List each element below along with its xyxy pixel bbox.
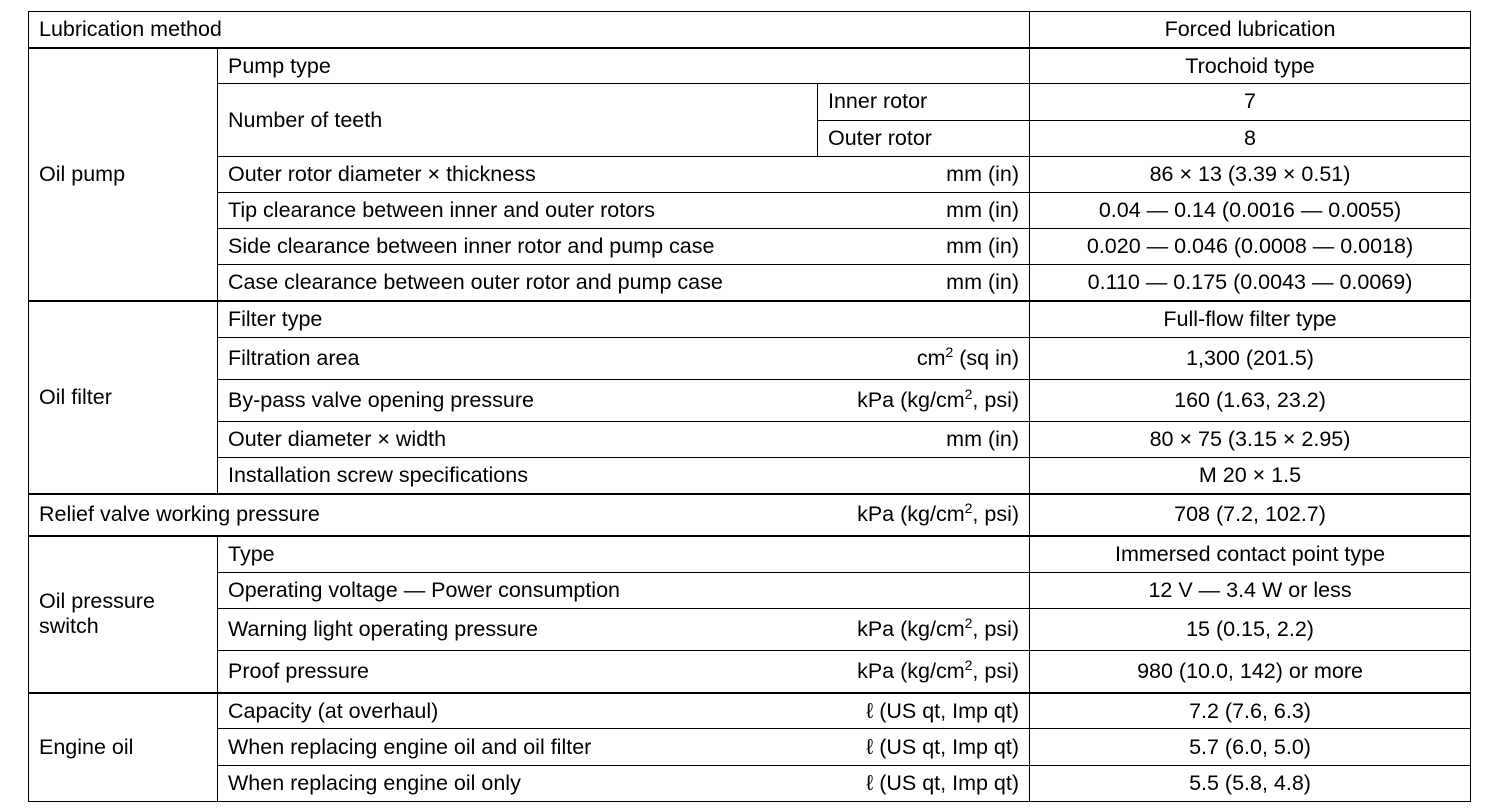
case-clearance-cell	[218, 265, 1030, 301]
filtration-area-cell	[218, 337, 1030, 379]
replace-oil-only-cell	[218, 765, 1030, 801]
replace-oil-and-filter-label: When replacing engine oil and oil filter	[228, 734, 592, 759]
outer-rotor-dimensions-value: 86 × 13 (3.39 × 0.51)	[1030, 156, 1471, 192]
outer-rotor-dimensions-label: Outer rotor diameter × thickness	[228, 161, 536, 186]
unit-text: kPa (kg/cm	[857, 658, 965, 683]
case-clearance-value: 0.110 — 0.175 (0.0043 — 0.0069)	[1030, 265, 1471, 301]
proof-pressure-unit	[857, 656, 1020, 684]
relief-valve-unit	[857, 502, 1019, 527]
relief-valve-value: 708 (7.2, 102.7)	[1030, 494, 1471, 536]
category-line: switch	[39, 614, 99, 639]
unit-text: kPa (kg/cm	[857, 502, 965, 527]
replace-oil-only-label: When replacing engine oil only	[228, 770, 521, 795]
warning-light-label: Warning light operating pressure	[228, 616, 538, 641]
row-filter-type	[29, 301, 1471, 337]
filter-type-value: Full-flow filter type	[1030, 301, 1471, 337]
filtration-area-value: 1,300 (201.5)	[1030, 337, 1471, 379]
oil-capacity-label: Capacity (at overhaul)	[228, 698, 439, 723]
oil-capacity-cell	[218, 693, 1030, 729]
side-clearance-value: 0.020 — 0.046 (0.0008 — 0.0018)	[1030, 229, 1471, 265]
unit-text: (sq in)	[953, 345, 1020, 370]
warning-light-cell	[218, 608, 1030, 650]
relief-valve-label: Relief valve working pressure	[39, 502, 320, 527]
unit-superscript: 2	[964, 500, 973, 517]
row-case-clearance	[29, 265, 1471, 301]
row-installation-screw	[29, 458, 1471, 494]
tip-clearance-value: 0.04 — 0.14 (0.0016 — 0.0055)	[1030, 192, 1471, 228]
category-line: Oil pressure	[39, 589, 155, 614]
unit-text: , psi)	[972, 658, 1020, 683]
tip-clearance-label: Tip clearance between inner and outer rotors	[228, 197, 656, 222]
unit-superscript: 2	[964, 614, 973, 631]
filter-outer-diameter-cell	[218, 421, 1030, 457]
number-of-teeth-label: Number of teeth	[218, 84, 818, 156]
engine-oil-category: Engine oil	[29, 693, 218, 802]
filtration-area-label: Filtration area	[228, 345, 360, 370]
filter-outer-diameter-unit: mm (in)	[946, 427, 1020, 452]
bypass-valve-unit	[857, 385, 1020, 413]
oil-pump-category: Oil pump	[29, 48, 218, 301]
bypass-valve-cell	[218, 379, 1030, 421]
unit-text: kPa (kg/cm	[857, 387, 965, 412]
operating-voltage-label: Operating voltage — Power consumption	[218, 572, 1030, 608]
oil-capacity-unit: ℓ (US qt, Imp qt)	[866, 698, 1020, 723]
unit-text: kPa (kg/cm	[857, 616, 965, 641]
switch-type-label: Type	[218, 536, 1030, 572]
unit-text: , psi)	[972, 387, 1020, 412]
row-lubrication-method	[29, 12, 1471, 48]
unit-superscript: 2	[945, 343, 954, 360]
pump-type-value: Trochoid type	[1030, 48, 1471, 84]
replace-oil-and-filter-cell	[218, 729, 1030, 765]
unit-superscript: 2	[964, 656, 973, 673]
row-bypass-valve	[29, 379, 1471, 421]
bypass-valve-label: By-pass valve opening pressure	[228, 387, 534, 412]
row-relief-valve	[29, 494, 1471, 536]
outer-rotor-label: Outer rotor	[818, 120, 1030, 156]
unit-text: , psi)	[972, 502, 1020, 527]
unit-text: , psi)	[972, 616, 1020, 641]
operating-voltage-value: 12 V — 3.4 W or less	[1030, 572, 1471, 608]
row-side-clearance	[29, 229, 1471, 265]
oil-capacity-value: 7.2 (7.6, 6.3)	[1030, 693, 1471, 729]
tip-clearance-cell	[218, 192, 1030, 228]
filter-type-label: Filter type	[218, 301, 1030, 337]
switch-type-value: Immersed contact point type	[1030, 536, 1471, 572]
replace-oil-only-value: 5.5 (5.8, 4.8)	[1030, 765, 1471, 801]
unit-superscript: 2	[964, 385, 973, 402]
oil-filter-category: Oil filter	[29, 301, 218, 494]
outer-rotor-dimensions-unit: mm (in)	[946, 161, 1020, 186]
filter-outer-diameter-label: Outer diameter × width	[228, 427, 447, 452]
tip-clearance-unit: mm (in)	[946, 197, 1020, 222]
warning-light-unit	[857, 614, 1020, 642]
proof-pressure-cell	[218, 651, 1030, 693]
row-oil-capacity	[29, 693, 1471, 729]
row-outer-rotor-dimensions	[29, 156, 1471, 192]
warning-light-value: 15 (0.15, 2.2)	[1030, 608, 1471, 650]
replace-oil-and-filter-value: 5.7 (6.0, 5.0)	[1030, 729, 1471, 765]
replace-oil-only-unit: ℓ (US qt, Imp qt)	[866, 770, 1020, 795]
relief-valve-cell	[29, 494, 1030, 536]
unit-text: cm	[916, 345, 946, 370]
installation-screw-value: M 20 × 1.5	[1030, 458, 1471, 494]
lubrication-spec-table	[28, 11, 1471, 802]
oil-pressure-switch-category	[29, 536, 218, 693]
row-replace-oil-and-filter	[29, 729, 1471, 765]
row-filter-outer-diameter	[29, 421, 1471, 457]
outer-rotor-value: 8	[1030, 120, 1471, 156]
filtration-area-unit	[916, 343, 1020, 371]
lubrication-method-value: Forced lubrication	[1030, 12, 1471, 48]
case-clearance-unit: mm (in)	[946, 270, 1020, 295]
row-teeth-inner	[29, 84, 1471, 120]
row-pump-type	[29, 48, 1471, 84]
bypass-valve-value: 160 (1.63, 23.2)	[1030, 379, 1471, 421]
row-tip-clearance	[29, 192, 1471, 228]
side-clearance-unit: mm (in)	[946, 234, 1020, 259]
row-filtration-area	[29, 337, 1471, 379]
proof-pressure-value: 980 (10.0, 142) or more	[1030, 651, 1471, 693]
row-proof-pressure	[29, 651, 1471, 693]
row-replace-oil-only	[29, 765, 1471, 801]
proof-pressure-label: Proof pressure	[228, 658, 370, 683]
row-switch-type	[29, 536, 1471, 572]
filter-outer-diameter-value: 80 × 75 (3.15 × 2.95)	[1030, 421, 1471, 457]
outer-rotor-dimensions-cell	[218, 156, 1030, 192]
row-warning-light	[29, 608, 1471, 650]
row-operating-voltage	[29, 572, 1471, 608]
replace-oil-and-filter-unit: ℓ (US qt, Imp qt)	[866, 734, 1020, 759]
lubrication-method-label: Lubrication method	[29, 12, 1030, 48]
inner-rotor-label: Inner rotor	[818, 84, 1030, 120]
pump-type-label: Pump type	[218, 48, 1030, 84]
side-clearance-label: Side clearance between inner rotor and pump case	[228, 234, 715, 259]
inner-rotor-value: 7	[1030, 84, 1471, 120]
case-clearance-label: Case clearance between outer rotor and pump case	[228, 270, 723, 295]
side-clearance-cell	[218, 229, 1030, 265]
installation-screw-label: Installation screw specifications	[218, 458, 1030, 494]
